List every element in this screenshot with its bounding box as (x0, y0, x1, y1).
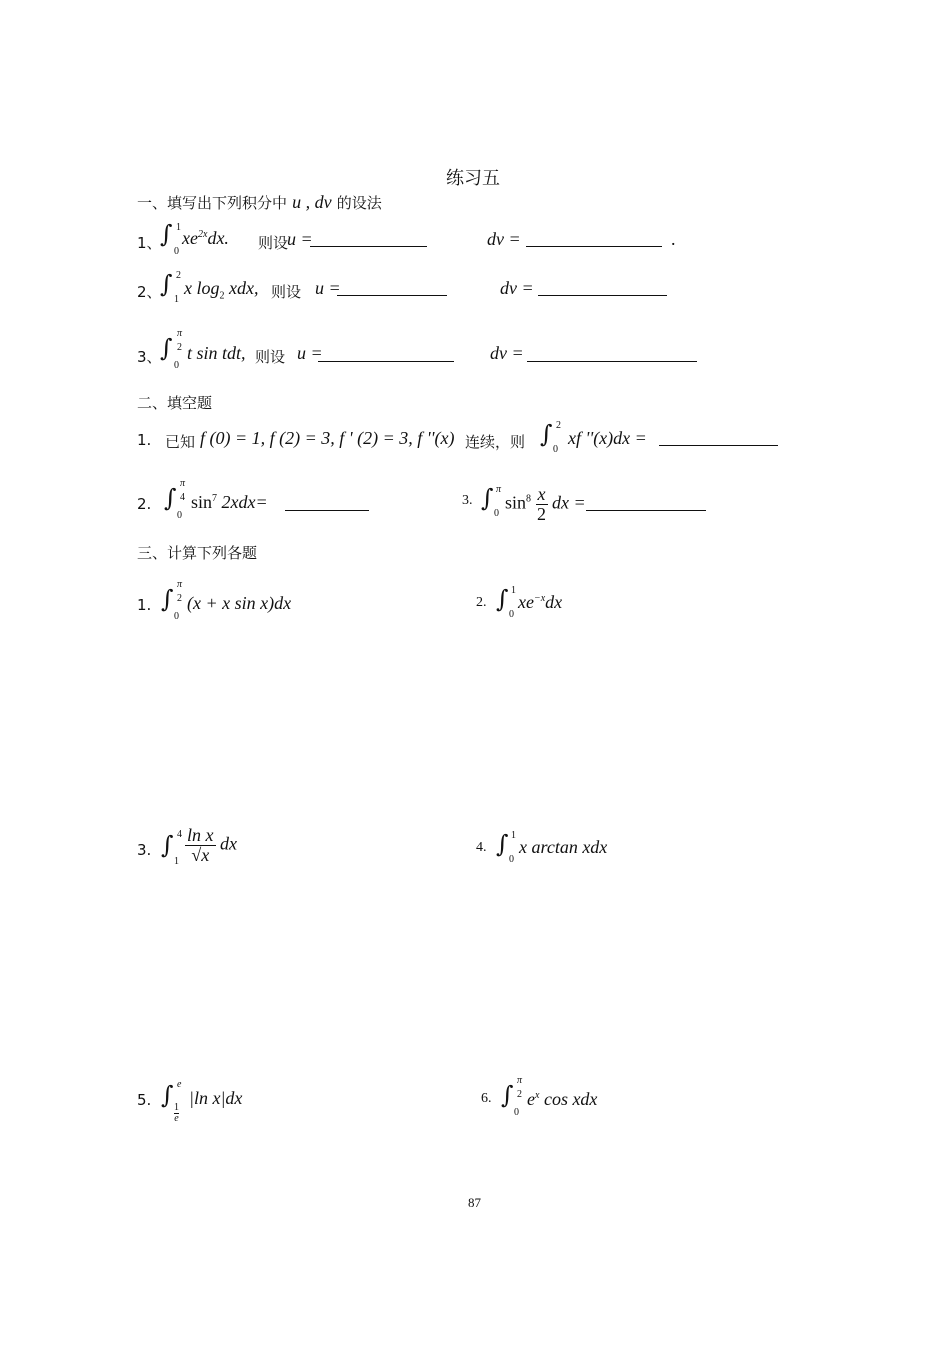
answer-blank-u-3[interactable] (318, 361, 454, 362)
answer-blank-u-1[interactable] (310, 246, 427, 247)
answer-blank-u-2[interactable] (337, 295, 447, 296)
answer-blank-s2-3[interactable] (586, 510, 706, 511)
section1-heading: 一、填写出下列积分中 u , dv 的设法 (137, 192, 382, 212)
answer-blank-dv-1[interactable] (526, 246, 662, 247)
page-number: 87 (468, 1195, 481, 1210)
answer-blank-s2-2[interactable] (285, 510, 369, 511)
answer-blank-s2-1[interactable] (659, 445, 778, 446)
section2-heading: 二、填空题 (137, 394, 213, 412)
answer-blank-dv-3[interactable] (527, 361, 697, 362)
answer-blank-dv-2[interactable] (538, 295, 667, 296)
page-title: 练习五 (446, 168, 500, 189)
section3-heading: 三、计算下列各题 (137, 544, 258, 562)
